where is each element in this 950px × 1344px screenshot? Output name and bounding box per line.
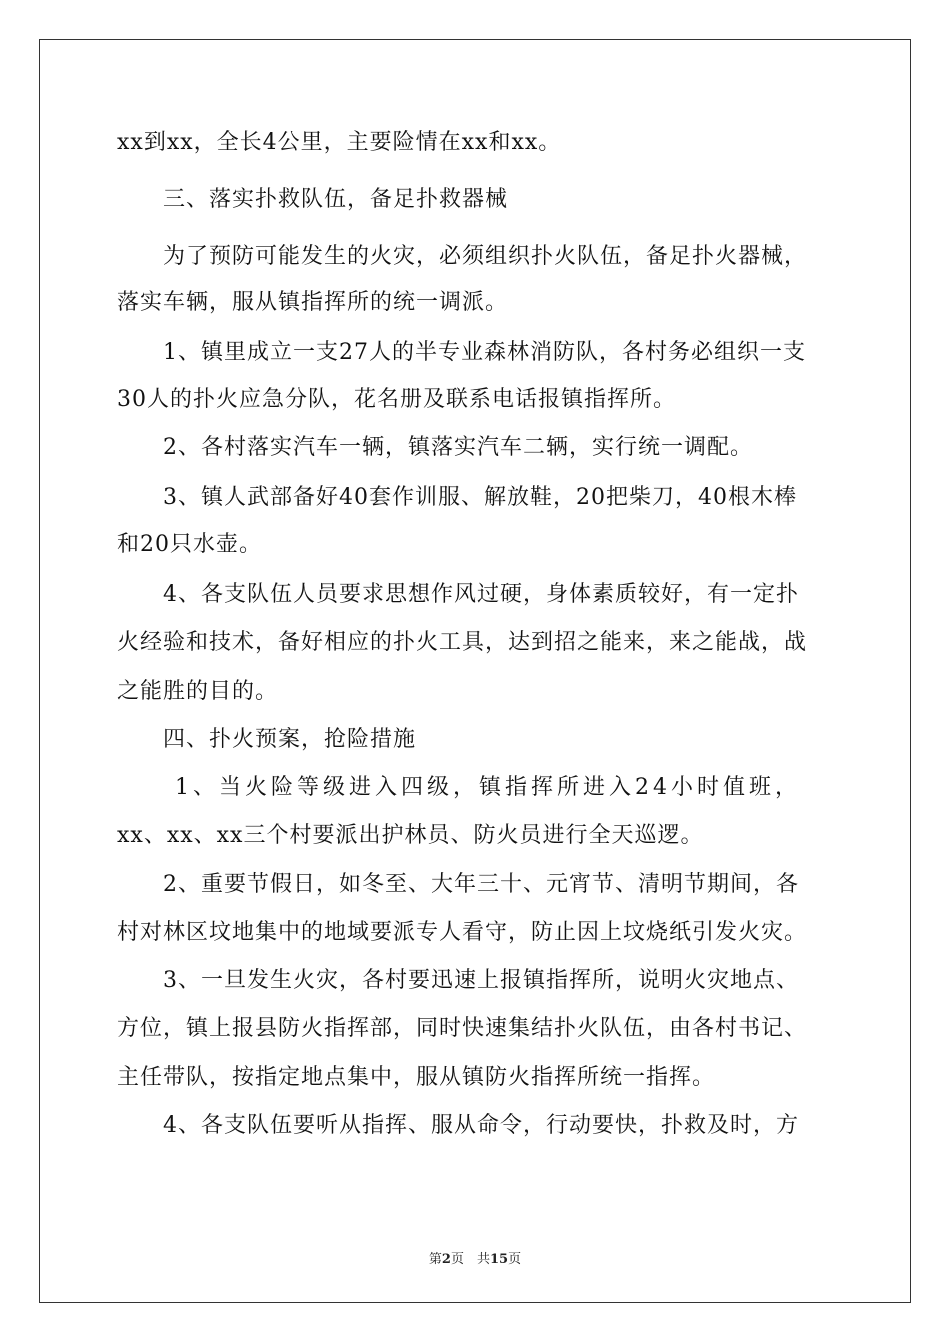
text-line: 1、镇里成立一支27人的半专业森林消防队，各村务必组织一支 (163, 340, 806, 365)
text-line: 4、各支队伍要听从指挥、服从命令，行动要快，扑救及时，方 (163, 1113, 799, 1138)
text-line: 1、当火险等级进入四级，镇指挥所进入24小时值班， (175, 775, 801, 800)
footer-total-suffix: 页 (508, 1252, 522, 1267)
text-line: 3、镇人武部备好40套作训服、解放鞋，20把柴刀，40根木棒 (163, 485, 797, 510)
section-heading: 三、落实扑救队伍，备足扑救器械 (163, 187, 509, 212)
footer-page-number: 2 (441, 1252, 451, 1267)
text-line: 3、一旦发生火灾，各村要迅速上报镇指挥所，说明火灾地点、 (163, 968, 799, 993)
footer-total-pages: 15 (489, 1252, 509, 1267)
text-line: 村对林区坟地集中的地域要派专人看守，防止因上坟烧纸引发火灾。 (117, 920, 808, 945)
text-line: 30人的扑火应急分队，花名册及联系电话报镇指挥所。 (117, 387, 676, 412)
text-line: 和20只水壶。 (117, 532, 262, 557)
text-line: 落实车辆，服从镇指挥所的统一调派。 (117, 290, 509, 315)
text-line: 2、重要节假日，如冬至、大年三十、元宵节、清明节期间，各 (163, 872, 799, 897)
footer-page-prefix: 第 (428, 1252, 442, 1267)
page-footer (0, 1248, 950, 1267)
footer-page-suffix: 页 共 (450, 1252, 490, 1267)
text-line: 2、各村落实汽车一辆，镇落实汽车二辆，实行统一调配。 (163, 435, 753, 460)
text-line: xx、xx、xx三个村要派出护林员、防火员进行全天巡逻。 (117, 823, 704, 848)
text-line: 方位，镇上报县防火指挥部，同时快速集结扑火队伍，由各村书记、 (117, 1016, 808, 1041)
section-heading: 四、扑火预案，抢险措施 (163, 727, 417, 752)
text-line: 之能胜的目的。 (117, 679, 279, 704)
text-line: 主任带队，按指定地点集中，服从镇防火指挥所统一指挥。 (117, 1065, 716, 1090)
text-line: 火经验和技术，备好相应的扑火工具，达到招之能来，来之能战，战 (117, 630, 808, 655)
text-line: 为了预防可能发生的火灾，必须组织扑火队伍，备足扑火器械， (163, 244, 808, 269)
text-line: 4、各支队伍人员要求思想作风过硬，身体素质较好，有一定扑 (163, 582, 799, 607)
text-line: xx到xx，全长4公里，主要险情在xx和xx。 (117, 130, 562, 155)
